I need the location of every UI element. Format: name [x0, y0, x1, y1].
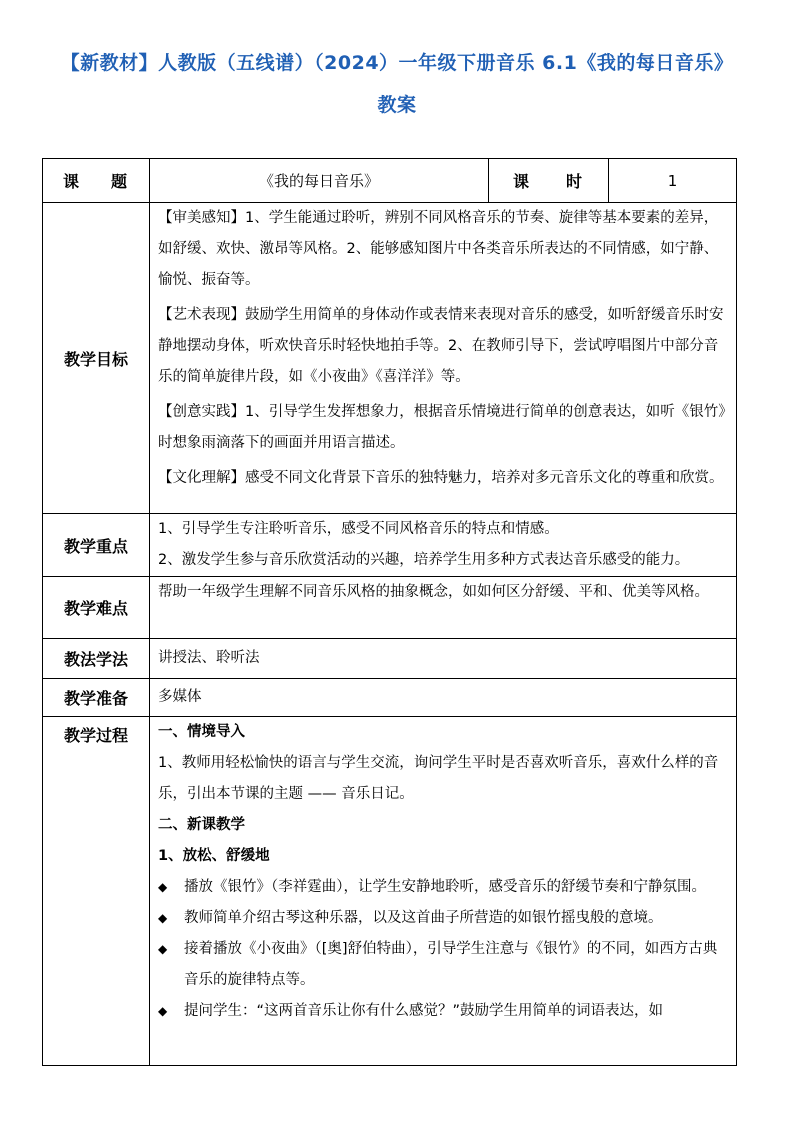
process-label: 教学过程 — [43, 717, 150, 1066]
period-count: 1 — [609, 159, 737, 203]
key-point-item: 1、引导学生专注聆听音乐，感受不同风格音乐的特点和情感。 — [158, 521, 559, 537]
document-subtitle: 教案 — [377, 94, 417, 116]
list-item: ◆ 接着播放《小夜曲》（[奥]舒伯特曲），引导学生注意与《银竹》的不同，如西方古典音乐的旋律特点等。 — [158, 934, 728, 996]
diamond-bullet-icon: ◆ — [158, 880, 168, 894]
goal-culture: 【文化理解】感受不同文化背景下音乐的独特魅力，培养对多元音乐文化的尊重和欣赏。 — [158, 470, 724, 486]
preparation-label: 教学准备 — [43, 679, 150, 717]
key-points-label: 教学重点 — [43, 514, 150, 577]
process-row — [43, 717, 737, 1066]
section-heading: 一、情境导入 — [158, 724, 245, 740]
difficulties-label: 教学难点 — [43, 577, 150, 639]
list-item: ◆ 提问学生：“这两首音乐让你有什么感觉？”鼓励学生用简单的词语表达，如 — [158, 996, 728, 1027]
lesson-plan-table — [42, 158, 737, 1066]
difficulties-content: 帮助一年级学生理解不同音乐风格的抽象概念，如如何区分舒缓、平和、优美等风格。 — [150, 577, 737, 639]
goals-row — [43, 203, 737, 514]
diamond-bullet-icon: ◆ — [158, 1004, 168, 1018]
goal-aesthetic: 【审美感知】1、学生能通过聆听，辨别不同风格音乐的节奏、旋律等基本要素的差异，如舒缓、欢快、激昂等风格。2、能够感知图片中各类音乐所表达的不同情感，如宁静、愉悦、振奋等。 — [158, 210, 719, 288]
difficulties-row — [43, 577, 737, 639]
label-keti: 课 题 — [43, 159, 150, 203]
process-content — [150, 717, 737, 1066]
key-point-item: 2、激发学生参与音乐欣赏活动的兴趣，培养学生用多种方式表达音乐感受的能力。 — [158, 552, 690, 568]
subsection-heading: 1、放松、舒缓地 — [158, 848, 270, 864]
label-keshi: 课 时 — [489, 159, 609, 203]
preparation-row — [43, 679, 737, 717]
diamond-bullet-icon: ◆ — [158, 942, 168, 956]
key-points-row — [43, 514, 737, 577]
document-title: 【新教材】人教版（五线谱）（2024）一年级下册音乐 6.1《我的每日音乐》 — [60, 52, 734, 74]
preparation-content: 多媒体 — [150, 679, 737, 717]
methods-content: 讲授法、聆听法 — [150, 639, 737, 679]
goals-label: 教学目标 — [43, 203, 150, 514]
goal-creativity: 【创意实践】1、引导学生发挥想象力，根据音乐情境进行简单的创意表达，如听《银竹》时想象雨滴落下的画面并用语言描述。 — [158, 404, 726, 451]
list-item: ◆ 教师简单介绍古琴这种乐器，以及这首曲子所营造的如银竹摇曳般的意境。 — [158, 903, 728, 934]
lesson-name: 《我的每日音乐》 — [150, 159, 489, 203]
goals-content — [150, 203, 737, 514]
methods-label: 教法学法 — [43, 639, 150, 679]
header-row — [43, 159, 737, 203]
list-item: ◆ 播放《银竹》（李祥霆曲），让学生安静地聆听，感受音乐的舒缓节奏和宁静氛围。 — [158, 872, 728, 903]
key-points-content — [150, 514, 737, 577]
goal-expression: 【艺术表现】鼓励学生用简单的身体动作或表情来表现对音乐的感受，如听舒缓音乐时安静地摆动身体，听欢快音乐时轻快地拍手等。2、在教师引导下，尝试哼唱图片中部分音乐的简单旋律片段，如《小夜曲》《喜洋洋》等。 — [158, 307, 724, 385]
section-heading: 二、新课教学 — [158, 817, 245, 833]
diamond-bullet-icon: ◆ — [158, 911, 168, 925]
section-text: 1、教师用轻松愉快的语言与学生交流，询问学生平时是否喜欢听音乐，喜欢什么样的音乐，引出本节课的主题 —— 音乐日记。 — [158, 755, 719, 802]
methods-row — [43, 639, 737, 679]
